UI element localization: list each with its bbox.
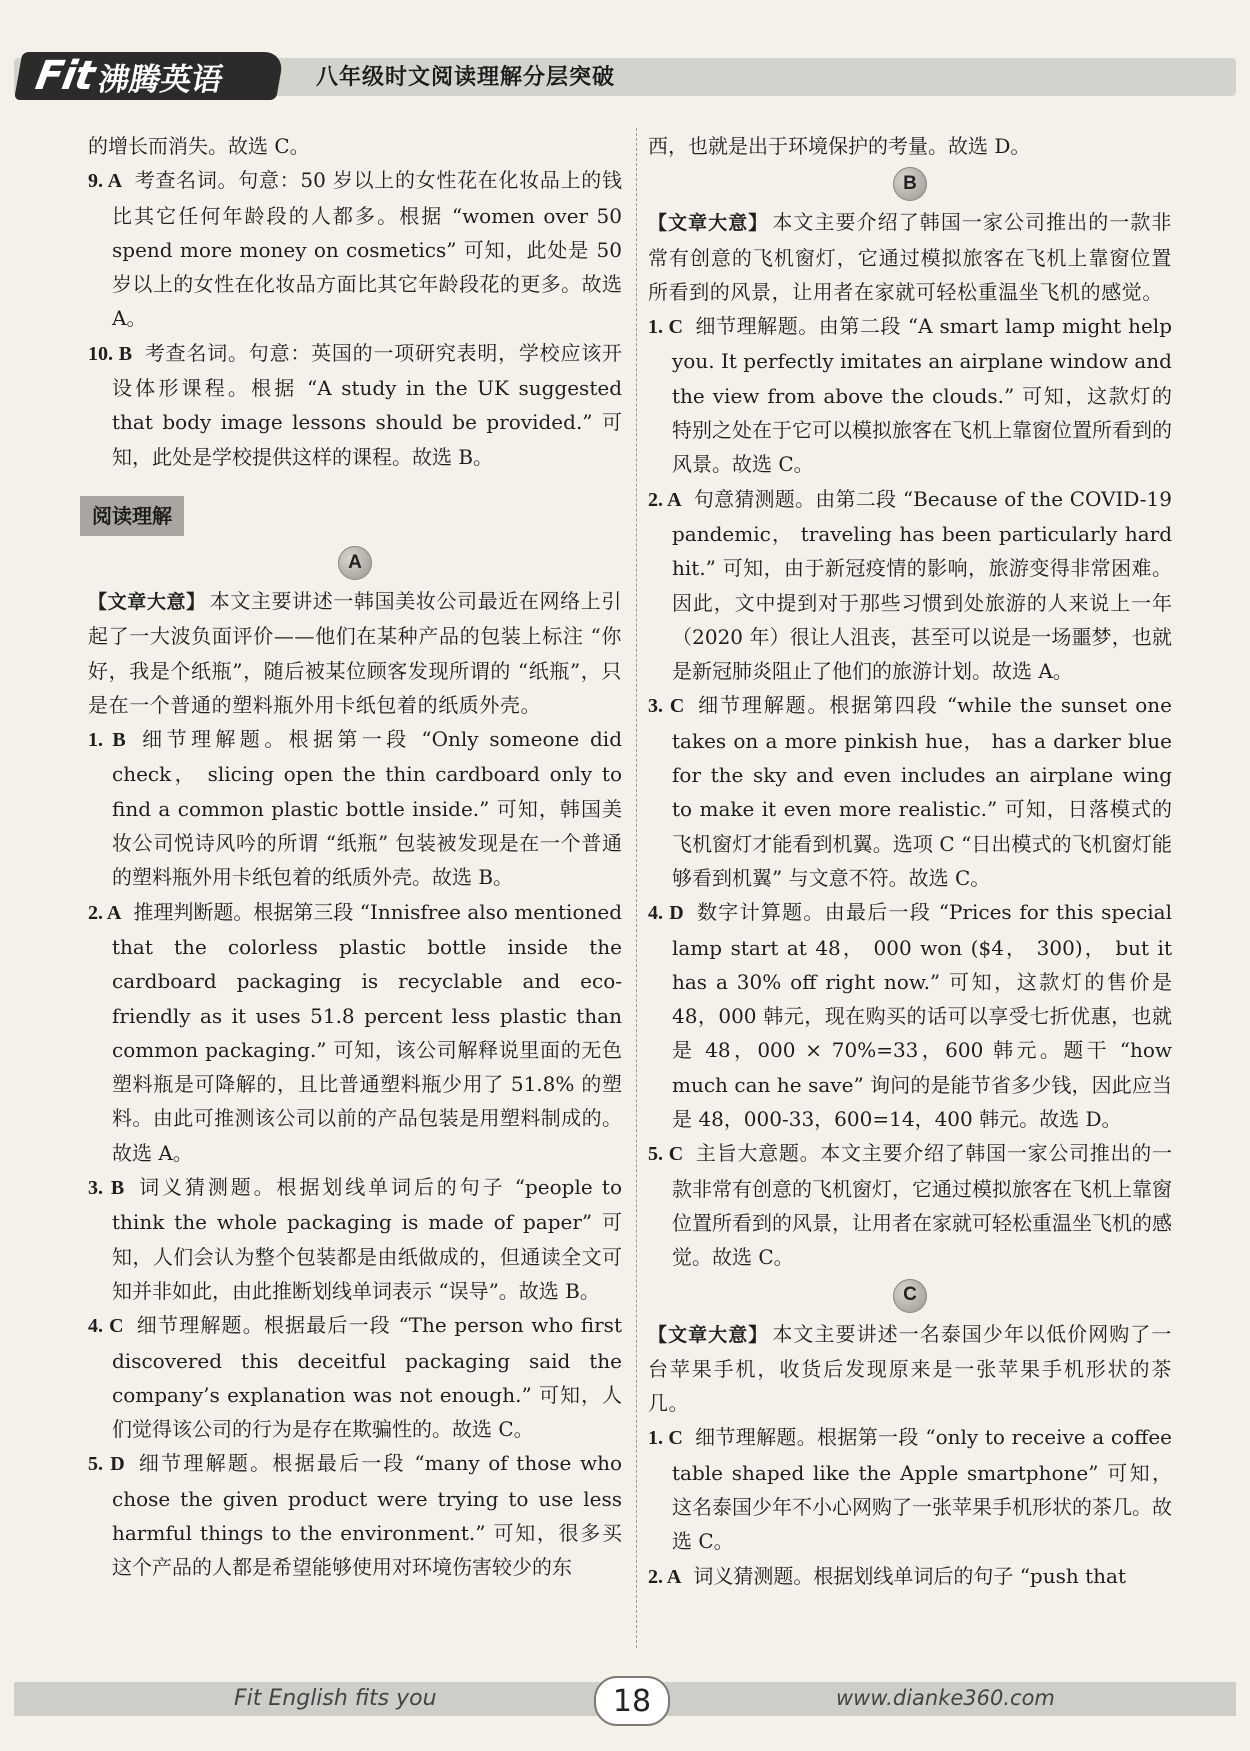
brand-logo (14, 52, 284, 100)
passage-a-badge: A (338, 546, 372, 580)
answer-number: 4. D (648, 902, 684, 925)
answer-item (88, 336, 622, 474)
summary-text: 本文主要介绍了韩国一家公司推出的一款非常有创意的飞机窗灯，它通过模拟旅客在飞机上靠窗位置所看到的风景，让用者在家就可轻松重温坐飞机的感觉。 (648, 210, 1172, 304)
summary-label: 【文章大意】 (88, 590, 206, 613)
answer-number: 10. B (88, 342, 133, 365)
answer-number: 3. C (648, 695, 685, 718)
section-heading-row (88, 474, 622, 542)
passage-b-badge: B (893, 167, 927, 201)
page-number: 18 (594, 1676, 670, 1726)
answer-item (648, 1136, 1172, 1274)
passage-summary (648, 205, 1172, 309)
summary-label: 【文章大意】 (648, 212, 769, 235)
answer-explanation: 细节理解题。根据第四段 “while the sunset one takes on a more pinkish hue， has a darker blue for the sky and even includes an airplane wing to make it even more realistic.” 可知，日落模式的飞机窗灯才能看到机翼。选项 C “日出模式的飞机窗灯能够看到机翼” 与文意不符。故选 C。 (672, 693, 1172, 890)
answer-item (88, 163, 622, 335)
answer-explanation: 主旨大意题。本文主要介绍了韩国一家公司推出的一款非常有创意的飞机窗灯，它通过模拟旅客在飞机上靠窗位置所看到的风景，让用者在家就可轻松重温坐飞机的感觉。故选 C。 (672, 1141, 1173, 1270)
answer-explanation: 考查名词。句意：英国的一项研究表明，学校应该开设体形课程。根据 “A study in the UK suggested that body image lessons should be provided.” 可知，此处是学校提供这样的课程。故选 B。 (112, 340, 623, 469)
answer-explanation: 词义猜测题。根据划线单词后的句子 “push that (693, 1563, 1126, 1588)
answer-item (648, 309, 1172, 481)
passage-badge-row (648, 163, 1172, 205)
answer-explanation: 数字计算题。由最后一段 “Prices for this special lamp start at 48， 000 won ($4， 300)， but it has a 30% off right now.” 可知，这款灯的售价是 48，000 韩元，现在购买的话可以享受七折优惠，也就是 48，000 × 70%=33，600 韩元。题干 “how much can he save” 询问的是能节省多少钱，因此应当是 48，000-33，600=14，400 韩元。故选 D。 (672, 900, 1172, 1132)
answer-item (88, 1446, 622, 1584)
logo-fit-text: Fit (32, 53, 98, 99)
answer-item (88, 1170, 622, 1308)
answer-item (648, 895, 1172, 1136)
page-header (14, 52, 1236, 98)
answer-explanation: 细节理解题。根据第一段 “Only someone did check， slicing open the thin cardboard only to find a common plastic bottle inside.” 可知，韩国美妆公司悦诗风吟的所谓 “纸瓶” 包装被发现是在一个普通的塑料瓶外用卡纸包着的纸质外壳。故选 B。 (112, 727, 622, 890)
answer-explanation: 细节理解题。根据最后一段 “The person who first discovered this deceitful packaging said the company’s explanation was not enough.” 可知，人们觉得该公司的行为是存在欺骗性的。故选 C。 (112, 1313, 622, 1442)
summary-text: 本文主要讲述一韩国美妆公司最近在网络上引起了一大波负面评价——他们在某种产品的包装上标注 “你好，我是个纸瓶”，随后被某位顾客发现所谓的 “纸瓶”，只是在一个普通的塑料瓶外用卡纸包着的纸质外壳。 (88, 588, 622, 717)
passage-summary (648, 1317, 1172, 1421)
summary-label: 【文章大意】 (648, 1323, 769, 1346)
logo-chinese-text: 沸腾英语 (95, 61, 226, 98)
answer-number: 1. B (88, 729, 126, 752)
continued-text: 西，也就是出于环境保护的考量。故选 D。 (648, 134, 1031, 158)
answer-item (88, 1308, 622, 1446)
answer-explanation: 句意猜测题。由第二段 “Because of the COVID-19 pandemic， traveling has been particularly hard hit.” 可知，由于新冠疫情的影响，旅游变得非常困难。因此，文中提到对于那些习惯到处旅游的人来说上一年（2020 年）很让人沮丧，甚至可以说是一场噩梦，也就是新冠肺炎阻止了他们的旅游计划。故选 A。 (672, 486, 1173, 684)
answer-number: 5. C (648, 1143, 684, 1166)
book-title: 八年级时文阅读理解分层突破 (316, 65, 616, 90)
footer-website: www.dianke360.com (836, 1686, 1055, 1710)
column-divider (636, 128, 637, 1648)
answer-number: 3. B (88, 1177, 125, 1200)
summary-text: 本文主要讲述一名泰国少年以低价网购了一台苹果手机，收货后发现原来是一张苹果手机形状的茶几。 (648, 1321, 1172, 1416)
answer-number: 5. D (88, 1453, 125, 1476)
answer-explanation: 考查名词。句意：50 岁以上的女性花在化妆品上的钱比其它任何年龄段的人都多。根据 “women over 50 spend more money on cosmetics” 可知，此处是 50 岁以上的女性在化妆品方面比其它年龄段花的更多。故选 A。 (112, 168, 622, 331)
answer-number: 4. C (88, 1315, 124, 1338)
answer-explanation: 细节理解题。根据最后一段 “many of those who chose the given product were trying to use less harmful things to the environment.” 可知，很多买这个产品的人都是希望能够使用对环境伤害较少的东 (112, 1451, 622, 1580)
answer-number: 2. A (88, 901, 122, 924)
passage-badge-row (88, 542, 622, 584)
answer-item (648, 482, 1172, 689)
answer-explanation: 词义猜测题。根据划线单词后的句子 “people to think the whole packaging is made of paper” 可知，人们会认为整个包装都是由纸做成的，但通读全文可知并非如此，由此推断划线单词表示 “误导”。故选 B。 (112, 1175, 623, 1303)
answer-item (648, 688, 1172, 895)
passage-summary (88, 584, 622, 722)
passage-c-badge: C (893, 1279, 927, 1313)
answer-number: 2. A (648, 488, 682, 511)
continued-text: 的增长而消失。故选 C。 (88, 134, 310, 158)
section-tag-reading: 阅读理解 (80, 496, 184, 536)
right-column (648, 129, 1172, 1594)
answer-item (648, 1420, 1172, 1558)
answer-number: 2. A (648, 1565, 682, 1588)
answer-number: 1. C (648, 1427, 683, 1450)
answer-item (88, 895, 622, 1170)
page-footer (14, 1676, 1236, 1720)
answer-item (648, 1559, 1172, 1594)
answer-explanation: 细节理解题。根据第一段 “only to receive a coffee table shaped like the Apple smartphone” 可知，这名泰国少年不小心网购了一张苹果手机形状的茶几。故选 C。 (672, 1425, 1173, 1554)
footer-slogan: Fit English fits you (234, 1686, 437, 1711)
answer-number: 1. C (648, 316, 683, 339)
answer-number: 9. A (88, 170, 123, 193)
left-column (88, 129, 622, 1585)
passage-badge-row (648, 1275, 1172, 1317)
answer-item (88, 722, 622, 894)
answer-explanation: 推理判断题。根据第三段 “Innisfree also mentioned that the colorless plastic bottle inside the cardboard packaging is recyclable and eco-friendly as it uses 51.8 percent less plastic than common packaging.” 可知，该公司解释说里面的无色塑料瓶是可降解的，且比普通塑料瓶少用了 51.8% 的塑料。由此可推测该公司以前的产品包装是用塑料制成的。故选 A。 (112, 899, 623, 1165)
answer-explanation: 细节理解题。由第二段 “A smart lamp might help you. It perfectly imitates an airplane window and the view from above the clouds.” 可知，这款灯的特别之处在于它可以模拟旅客在飞机上靠窗位置所看到的风景。故选 C。 (672, 314, 1172, 477)
